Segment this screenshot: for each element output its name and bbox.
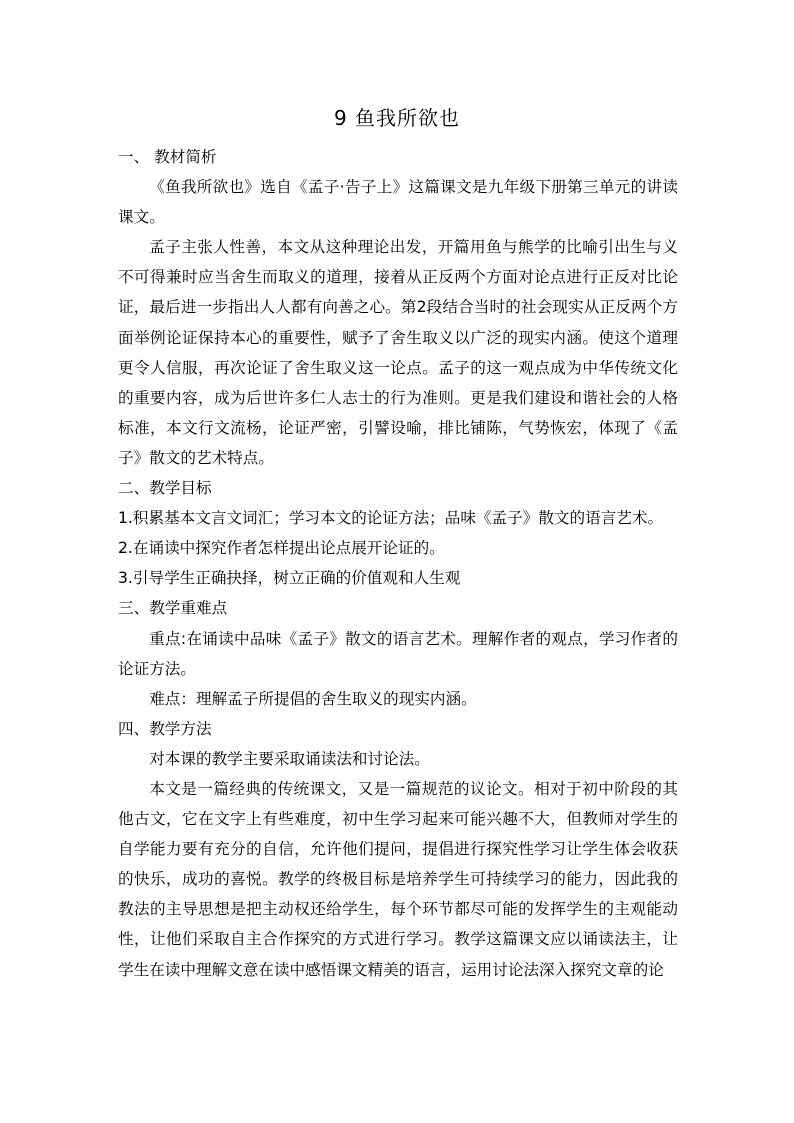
paragraph: 本文是一篇经典的传统课文，又是一篇规范的议论文。相对于初中阶段的其他古文，它在文字上有些难度，初中生学习起来可能兴趣不大，但教师对学生的自学能力要有充分的自信，允许他们提问，提倡进行探究性学习让学生体会收获的快乐，成功的喜悦。教学的终极目标是培养学生可持续学习的能力，因此我的教法的主导思想是把主动权还给学生，每个环节都尽可能的发挥学生的主观能动性，让他们采取自主合作探究的方式进行学习。教学这篇课文应以诵读法主，让学生在读中理解文意在读中感悟课文精美的语言，运用讨论法深入探究文章的论 bbox=[118, 779, 678, 979]
goal-item: 1.积累基本文言文词汇；学习本文的论证方法；品味《孟子》散文的语言艺术。 bbox=[118, 509, 664, 528]
goal-item: 3.引导学生正确抉择，树立正确的价值观和人生观 bbox=[118, 569, 461, 588]
paragraph: 《鱼我所欲也》选自《孟子·告子上》这篇课文是九年级下册第三单元的讲读课文。 bbox=[118, 178, 678, 227]
paragraph: 对本课的教学主要采取诵读法和讨论法。 bbox=[149, 749, 430, 768]
section-heading-key-points: 三、教学重难点 bbox=[118, 599, 228, 618]
section-heading-goals: 二、教学目标 bbox=[118, 479, 212, 498]
goal-item: 2.在诵读中探究作者怎样提出论点展开论证的。 bbox=[118, 539, 445, 558]
document-body bbox=[118, 142, 678, 985]
paragraph: 难点：理解孟子所提倡的舍生取义的现实内涵。 bbox=[149, 689, 477, 708]
section-heading-methods: 四、教学方法 bbox=[118, 719, 212, 738]
section-heading-analysis: 一、 教材简析 bbox=[118, 148, 217, 166]
document-title: 9 鱼我所欲也 bbox=[333, 106, 461, 130]
paragraph: 重点:在诵读中品味《孟子》散文的语言艺术。理解作者的观点，学习作者的论证方法。 bbox=[118, 629, 678, 678]
paragraph: 孟子主张人性善，本文从这种理论出发，开篇用鱼与熊学的比喻引出生与义不可得兼时应当舍生而取义的道理，接着从正反两个方面对论点进行正反对比论证，最后进一步指出人人都有向善之心。第2段结合当时的社会现实从正反两个方面举例论证保持本心的重要性，赋予了舍生取义以广泛的现实内涵。使这个道理更令人信服，再次论证了舍生取义这一论点。孟子的这一观点成为中华传统文化的重要内容，成为后世许多仁人志士的行为准则。更是我们建设和谐社会的人格标准，本文行文流杨，论证严密，引譬设喻，排比铺陈，气势恢宏，体现了《孟子》散文的艺术特点。 bbox=[118, 238, 678, 467]
